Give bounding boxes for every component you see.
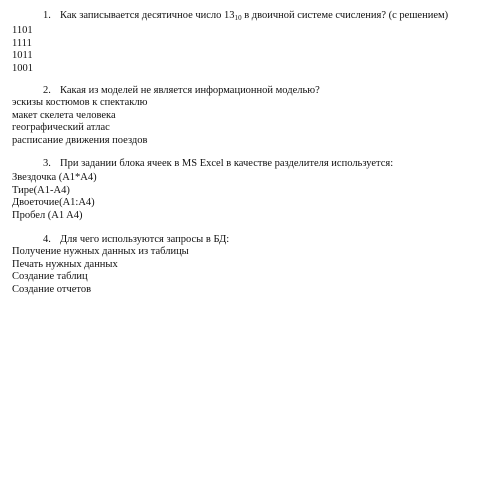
answer-option: Печать нужных данных: [12, 258, 118, 270]
question-text-continued: в двоичной системе счисления? (с решением): [241, 10, 449, 21]
answer-option: 1001: [12, 62, 33, 74]
question-number: 4.: [43, 234, 51, 245]
answer-options: [12, 172, 472, 222]
answer-option: Создание таблиц: [12, 271, 88, 283]
answer-option: расписание движения поездов: [12, 134, 148, 146]
question-4-title: [12, 233, 472, 246]
answer-option: Создание отчетов: [12, 283, 92, 295]
answer-options: [12, 25, 472, 75]
answer-option: 1011: [12, 50, 33, 62]
answer-options: [12, 246, 472, 296]
question-number: 1.: [43, 10, 51, 21]
question-4: [12, 233, 472, 296]
answer-option: Двоеточие(A1:A4): [12, 197, 95, 209]
question-2: [12, 84, 472, 147]
answer-option: эскизы костюмов к спектаклю: [12, 97, 148, 108]
question-number: 2.: [43, 85, 51, 96]
answer-option: макет скелета человека: [12, 109, 116, 121]
base-subscript: 10: [234, 14, 242, 22]
question-3-title: [12, 157, 472, 170]
answer-option: Звездочка (A1*A4): [12, 172, 97, 183]
question-text: Какая из моделей не является информационной моделью?: [60, 85, 320, 96]
question-number: 3.: [43, 158, 51, 169]
question-1: [12, 9, 472, 75]
question-1-title: [12, 9, 472, 22]
answer-option: 1101: [12, 25, 33, 36]
question-3: [12, 157, 472, 222]
answer-option: географический атлас: [12, 122, 110, 134]
answer-option: 1111: [12, 37, 32, 49]
answer-options: [12, 97, 472, 147]
question-text: При задании блока ячеек в MS Excel в качестве разделителя используется:: [60, 158, 394, 169]
answer-option: Пробел (A1 A4): [12, 209, 83, 221]
question-2-title: [12, 84, 472, 97]
answer-option: Получение нужных данных из таблицы: [12, 246, 189, 257]
question-text: Для чего используются запросы в БД:: [60, 234, 230, 245]
question-text: Как записывается десятичное число 13: [60, 10, 235, 21]
answer-option: Тире(A1-A4): [12, 184, 70, 196]
